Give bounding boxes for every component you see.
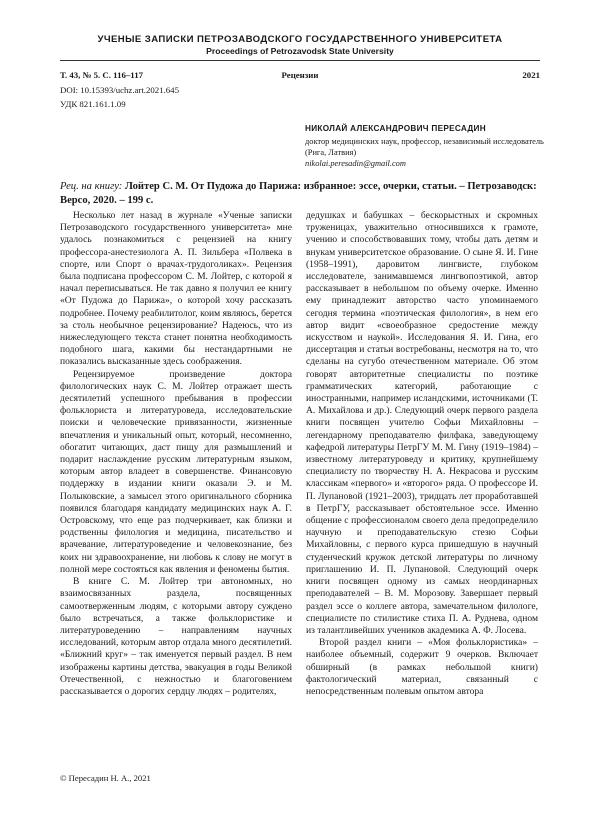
paragraph: Несколько лет назад в журнале «Ученые записки Петрозаводского государственного университета» мне удалось познакомиться с рецензией на книгу профессора-анестезиолога А. П. Зильбера «Полвека в спорте, или Спорт о врачах-трудоголиках». Рецензия была подписана профессором С. М. Лойтер, с которой я начал переписываться. Не так давно я получил ее книгу «От Пудожа до Парижа», о которой хочу рассказать подробнее. Почему реабилитолог, коим являюсь, берется за столь необычное рецензирование? Надеюсь, что из нижеследующего текста станет понятна необходимость подобного шага, какими бы нестандартными не показались высказанные здесь соображения.: [60, 210, 292, 368]
reviewed-book: Лойтер С. М. От Пудожа до Парижа: избранное: эссе, очерки, статьи. – Петрозаводск: Версо, 2020. – 199 с.: [60, 181, 537, 206]
body-column-left: [60, 210, 292, 698]
paragraph: Рецензируемое произведение доктора филологических наук С. М. Лойтер отражает шесть десятилетий успешного пребывания в профессии фольклориста и литературоведа, исследовательские поиски и человеческие привязанности, жизненные впечатления и уникальный опыт, который, несомненно, обогатит читающих, даст пищу для размышлений и подарит наслаждение русским литературным языком, которым автор владеет в совершенстве. Финансовую поддержку в издании книги оказали Э. и М. Полыковские, а замысел этого оригинального сборника появился благодаря кандидату медицинских наук А. Г. Островскому, что еще раз подчеркивает, как близки и родственны филология и медицина, писательство и врачевание, литературоведение и человекознание, без коих ни здравоохранение, ни любовь к слову не могут в полной мере состояться как явления и феномены бытия.: [60, 368, 292, 575]
review-citation: [60, 180, 542, 208]
journal-subtitle: Proceedings of Petrozavodsk State University: [206, 46, 394, 56]
paragraph-continuation: дедушках и бабушках – бескорыстных и скромных труженицах, уважительно относившихся к грамоте, учению и способствовавших тому, чтобы дать детям и внукам университетское образование. О сыне Я. И. Гине (1958–1991), даровитом лингвисте, глубоком исследователе, занимавшемся лингвопоэтикой, автор рассказывает в небольшом по объему очерке. Именно ему принадлежит авторство часто упоминаемого сегодня термина «поэтическая филология», в нем его автор видит «своеобразное средостение между искусством и наукой». Исследования Я. И. Гина, его диссертация и статьи востребованы, несмотря на то, что сделаны на сугубо отечественном материале. Об этом говорят авторитетные специалисты по поэтике грамматических категорий, работающие с иностранными, например исландскими, источниками (Т. А. Михайлова и др.). Следующий очерк первого раздела книги посвящен учителю Софьи Михайловны – легендарному преподавателю филфака, заведующему кафедрой литературы ПетрГУ М. М. Гину (1919–1984) – известному литературоведу и критику, крупнейшему специалисту по творчеству Н. А. Некрасова и русским классикам «первого» и «второго» ряда. О профессоре И. П. Лупановой (1921–2003), тридцать лет проработавшей в ПетрГУ, рассказывает обстоятельное эссе. Именно общение с профессионалом своего дела предопределило научную и преподавательскую стезю Софьи Михайловны, с первого курса пришедшую в научный студенческий кружок детской литературы по личному приглашению И. П. Лупановой. Следующий очерк книги посвящен одному из самых неординарных преподавателей – В. М. Морозову. Завершает первый раздел эссе о коллеге автора, замечательном филологе, специалисте по стилистике стиха П. А. Руднева, одном из талантливейших учеников академика А. Ф. Лосева.: [306, 210, 538, 636]
copyright: © Пересадин Н. А., 2021: [60, 773, 151, 783]
author-credentials: доктор медицинских наук, профессор, независимый исследователь: [305, 137, 544, 146]
udc-code: УДК 821.161.1.09: [60, 99, 126, 109]
author-block: [305, 123, 545, 169]
body-column-right: [306, 210, 538, 698]
doi: DOI: 10.15393/uchz.art.2021.645: [60, 85, 179, 95]
publication-year: 2021: [522, 70, 540, 80]
review-prefix: Рец. на книгу:: [60, 181, 123, 192]
issue-info: Т. 43, № 5. С. 116–117: [60, 70, 143, 80]
author-email[interactable]: nikolai.peresadin@gmail.com: [305, 159, 406, 168]
author-name: НИКОЛАЙ АЛЕКСАНДРОВИЧ ПЕРЕСАДИН: [305, 124, 486, 133]
paragraph: В книге С. М. Лойтер три автономных, но взаимосвязанных раздела, посвященных самоотверженным людям, с которыми автору суждено было встречаться, а также фольклористике и литературоведению – направлениям научных исследований, которым автор отдала много десятилетий. «Ближний круг» – так именуется первый раздел. В нем изображены картины детства, эвакуация в годы Великой Отечественной, с нежностью и благоговением рассказывается о дорогих сердцу людях – родителях,: [60, 576, 292, 697]
section-name: Рецензии: [281, 70, 319, 80]
journal-title: УЧЕНЫЕ ЗАПИСКИ ПЕТРОЗАВОДСКОГО ГОСУДАРСТВЕННОГО УНИВЕРСИТЕТА: [97, 34, 503, 45]
author-location: (Рига, Латвия): [305, 148, 357, 157]
header-divider: [60, 60, 540, 61]
paragraph: Второй раздел книги – «Моя фольклористика» – наиболее объемный, содержит 9 очерков. Включает обширный (в рамках небольшой книги) фактологический материал, связанный с непосредственным полевым опытом автора: [306, 637, 538, 697]
